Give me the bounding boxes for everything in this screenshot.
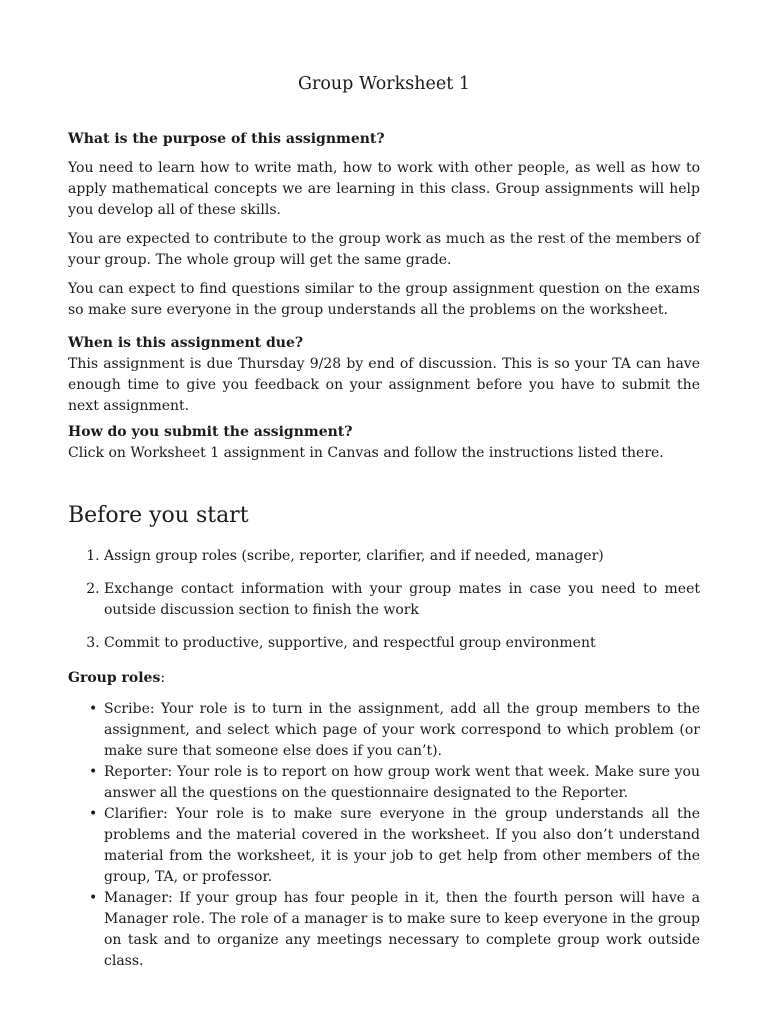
role-manager xyxy=(89,888,700,972)
purpose-heading: What is the purpose of this assignment? xyxy=(68,131,385,147)
role-clarifier xyxy=(89,804,700,888)
group-roles-label-colon: : xyxy=(160,670,166,686)
role-reporter xyxy=(89,762,700,804)
due-text: This assignment is due Thursday 9/28 by end of discussion. This is so your TA can have enough time to give you feedback on your assignment before you have to submit the next assignment. xyxy=(68,356,700,414)
purpose-paragraph-3: You can expect to find questions similar to the group assignment question on the exams so make sure everyone in the group understands all the problems on the worksheet. xyxy=(68,281,700,318)
group-roles-list xyxy=(68,699,700,972)
bullet-icon: • xyxy=(89,764,98,780)
purpose-paragraph-1: You need to learn how to write math, how to work with other people, as well as how to apply mathematical concepts we are learning in this class. Group assignments will help you develop all of these skills. xyxy=(68,160,700,218)
document-title: Group Worksheet 1 xyxy=(298,74,470,94)
before-start-item-1: 1. Assign group roles (scribe, reporter, clarifier, and if needed, manager) xyxy=(104,546,700,567)
before-start-item-3: 3. Commit to productive, supportive, and respectful group environment xyxy=(104,633,700,654)
submit-heading: How do you submit the assignment? xyxy=(68,424,353,440)
bullet-icon: • xyxy=(89,806,98,822)
group-roles-label xyxy=(68,668,700,689)
purpose-paragraph-2: You are expected to contribute to the group work as much as the rest of the members of your group. The whole group will get the same grade. xyxy=(68,231,700,268)
before-start-item-2: 2. Exchange contact information with your group mates in case you need to meet outside discussion section to finish the work xyxy=(104,579,700,621)
role-scribe xyxy=(89,699,700,762)
submit-text: Click on Worksheet 1 assignment in Canvas and follow the instructions listed there. xyxy=(68,445,664,461)
role-clarifier-text: Clarifier: Your role is to make sure everyone in the group understands all the problems and the material covered in the worksheet. If you also don’t understand material from the worksheet, it is your job to get help from other members of the group, TA, or professor. xyxy=(104,806,700,885)
role-scribe-text: Scribe: Your role is to turn in the assignment, add all the group members to the assignment, and select which page of your work correspond to which problem (or make sure that someone else does if you can’t). xyxy=(104,701,700,759)
role-manager-text: Manager: If your group has four people in it, then the fourth person will have a Manager role. The role of a manager is to make sure to keep everyone in the group on task and to organize any meetings necessary to complete group work outside class. xyxy=(104,890,700,969)
due-heading: When is this assignment due? xyxy=(68,335,304,351)
before-start-heading: Before you start xyxy=(68,503,249,528)
group-roles-label-text: Group roles xyxy=(68,670,161,686)
bullet-icon: • xyxy=(89,890,98,906)
before-start-list xyxy=(68,546,700,654)
bullet-icon: • xyxy=(89,701,98,717)
role-reporter-text: Reporter: Your role is to report on how group work went that week. Make sure you answer all the questions on the questionnaire designated to the Reporter. xyxy=(104,764,700,801)
